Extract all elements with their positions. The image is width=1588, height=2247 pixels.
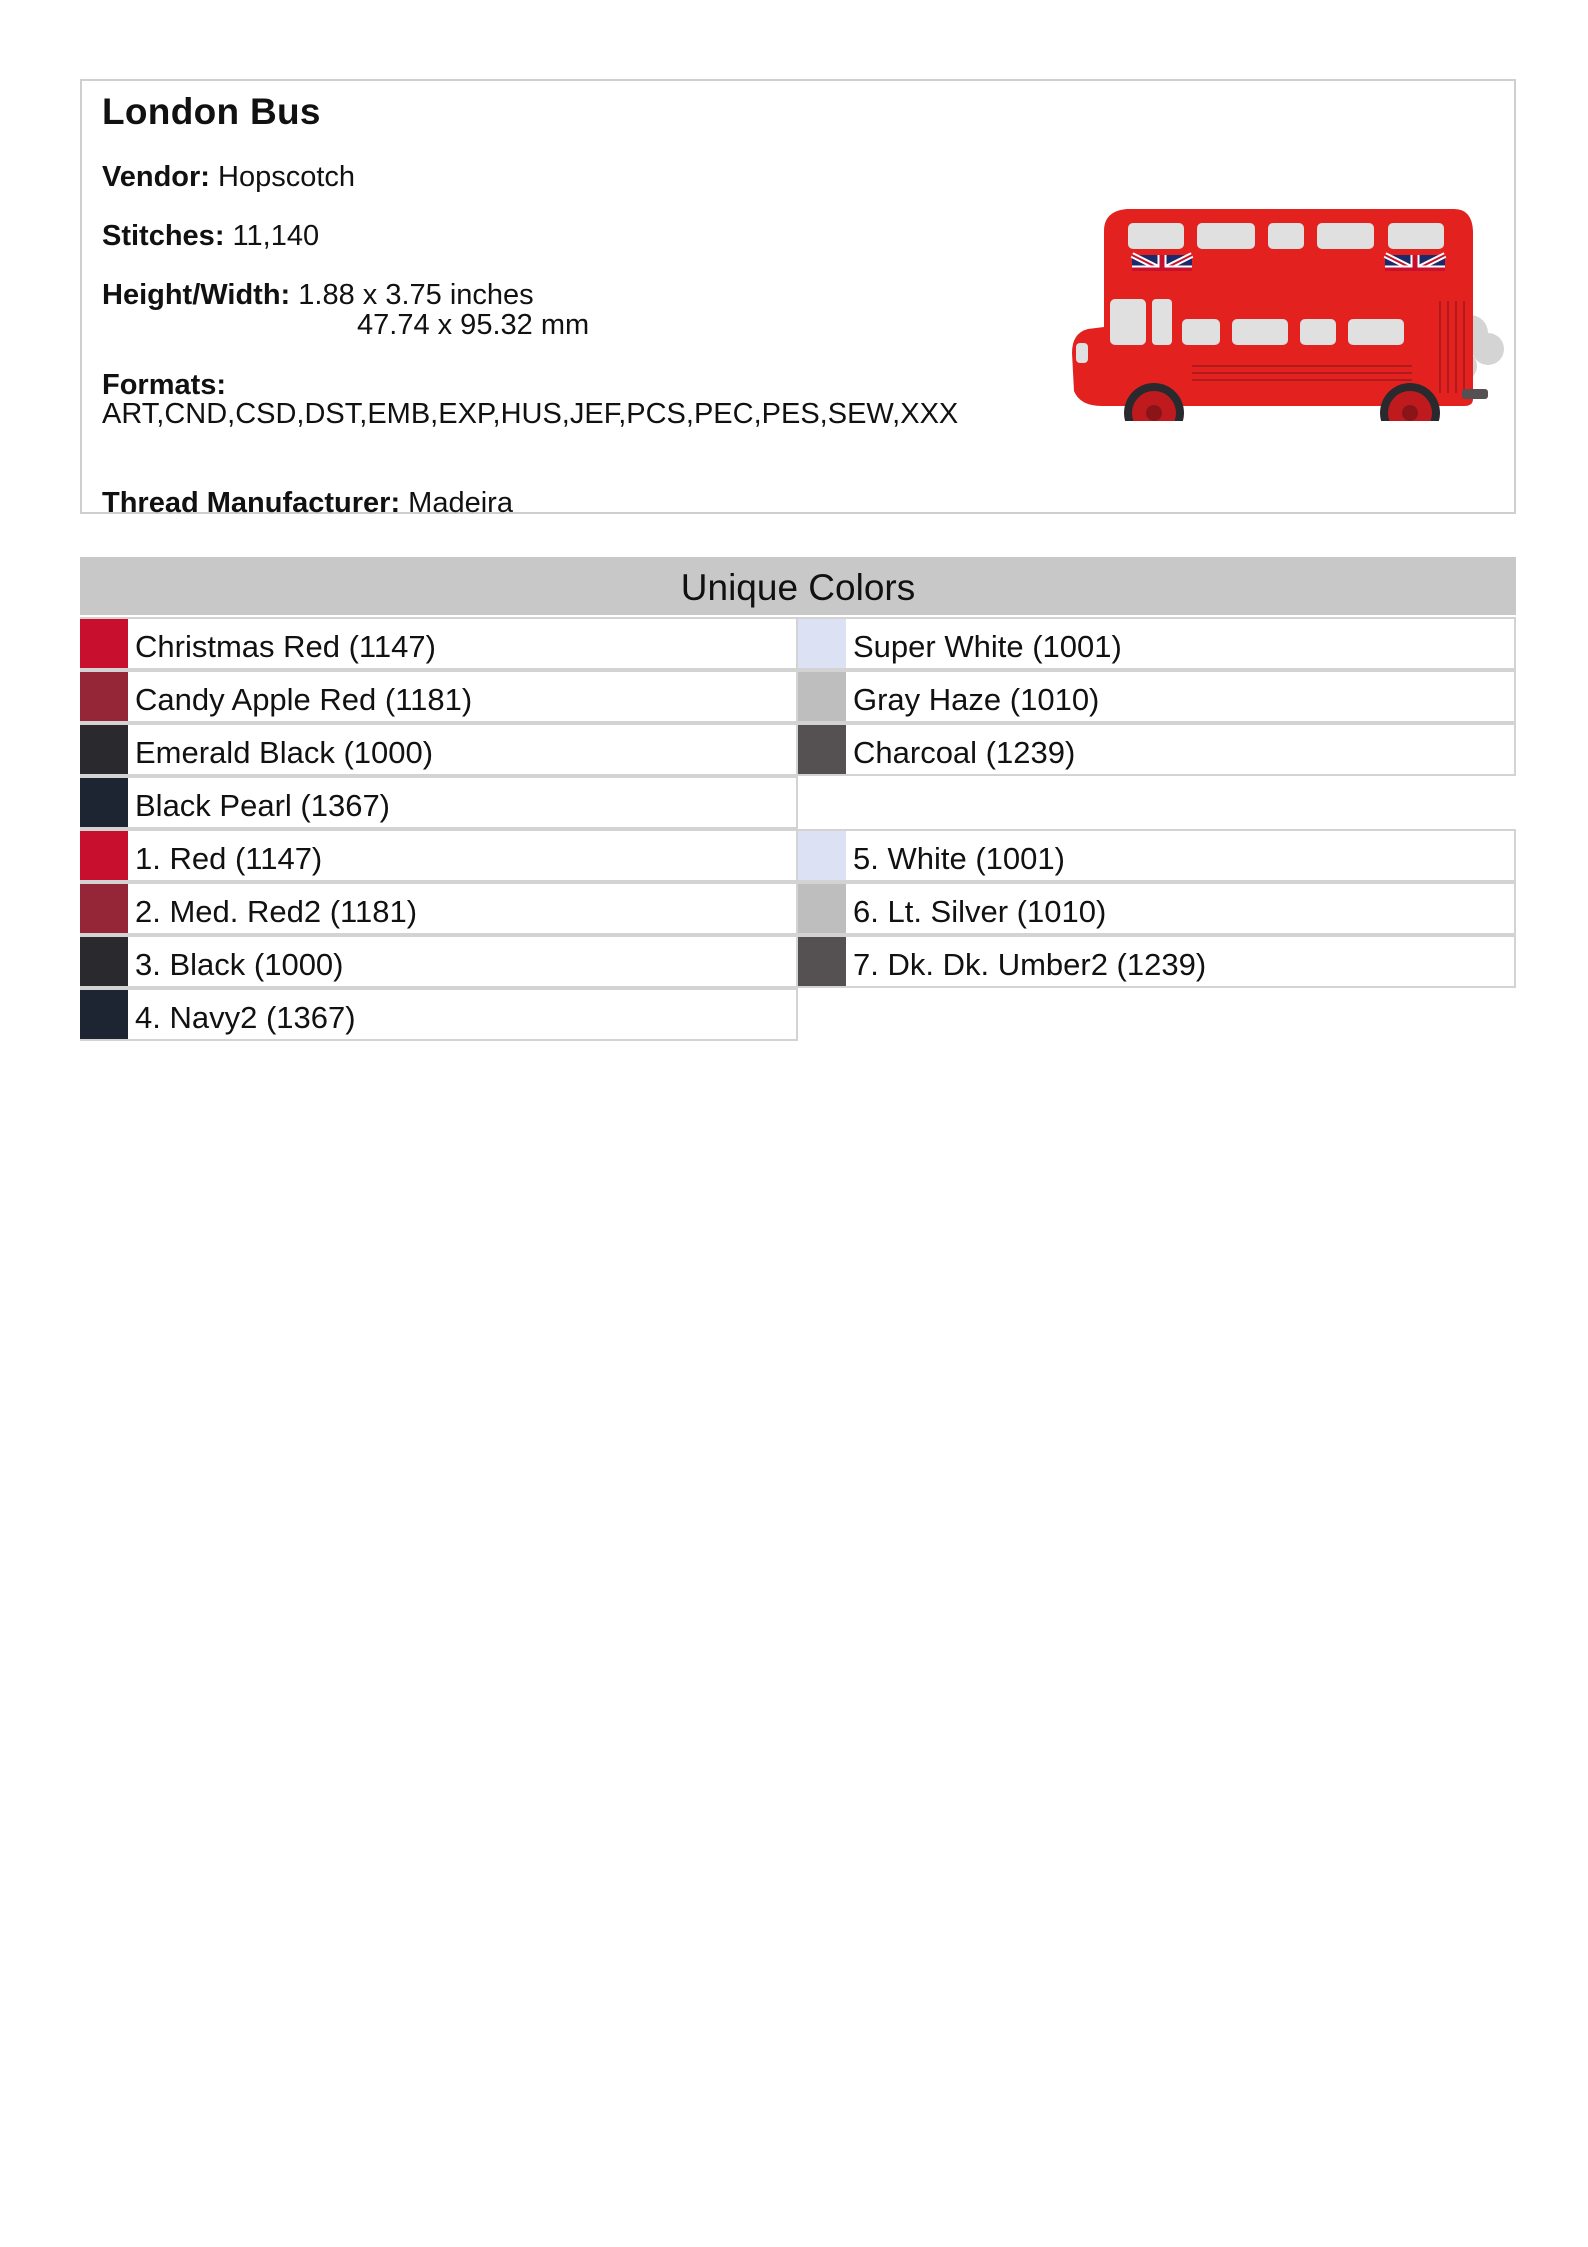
color-cell [80,670,798,723]
design-info-card [80,79,1516,519]
color-label: 4. Navy2 (1367) [135,1000,356,1035]
height-width-label: Height/Width: [102,279,291,311]
color-cell [80,617,798,670]
color-swatch [80,937,128,986]
color-cell [80,776,798,829]
thread-manufacturer-label: Thread Manufacturer: [102,487,401,519]
color-label: 6. Lt. Silver (1010) [853,894,1107,929]
thread-manufacturer-value: Madeira [408,487,513,519]
london-bus-illustration [992,121,1512,421]
color-cell [80,829,798,882]
formats-label: Formats: [102,369,227,401]
unique-colors-header: Unique Colors [80,557,1516,615]
color-swatch [798,884,846,933]
color-cell [798,617,1516,670]
vendor-value: Hopscotch [218,161,356,193]
color-label: Emerald Black (1000) [135,735,434,770]
color-swatch [80,672,128,721]
color-cell [798,829,1516,882]
vendor-field [102,162,355,192]
color-swatch [798,937,846,986]
design-title: London Bus [102,91,321,132]
color-cell [798,935,1516,988]
thread-manufacturer-field [102,488,513,518]
color-swatch [80,619,128,668]
color-swatch [798,672,846,721]
color-swatch [80,725,128,774]
color-label: 5. White (1001) [853,841,1065,876]
color-swatch [798,619,846,668]
height-width-mm: 47.74 x 95.32 mm [357,309,590,341]
color-label: Black Pearl (1367) [135,788,391,823]
color-swatch [80,884,128,933]
color-cell [80,935,798,988]
stitches-field [102,221,319,251]
color-cell [798,670,1516,723]
color-label: Charcoal (1239) [853,735,1076,770]
vendor-label: Vendor: [102,161,210,193]
color-label: 1. Red (1147) [135,841,323,876]
formats-value: ART,CND,CSD,DST,EMB,EXP,HUS,JEF,PCS,PEC,PES,SEW,XXX [102,398,959,430]
unique-colors-table [80,557,1516,1035]
color-cell [80,882,798,935]
color-swatch [798,725,846,774]
height-width-inches: 1.88 x 3.75 inches [298,279,534,311]
color-swatch [798,831,846,880]
color-swatch [80,990,128,1039]
color-label: 3. Black (1000) [135,947,344,982]
color-cell [80,723,798,776]
color-label: Gray Haze (1010) [853,682,1100,717]
height-width-field [102,280,534,310]
color-cell [798,882,1516,935]
color-label: Super White (1001) [853,629,1122,664]
stitches-label: Stitches: [102,220,225,252]
color-cell [80,988,798,1041]
color-label: 2. Med. Red2 (1181) [135,894,418,929]
color-label: Christmas Red (1147) [135,629,436,664]
color-swatch [80,778,128,827]
stitches-value: 11,140 [232,220,320,252]
color-cell [798,723,1516,776]
color-swatch [80,831,128,880]
color-label: Candy Apple Red (1181) [135,682,473,717]
color-label: 7. Dk. Dk. Umber2 (1239) [853,947,1207,982]
